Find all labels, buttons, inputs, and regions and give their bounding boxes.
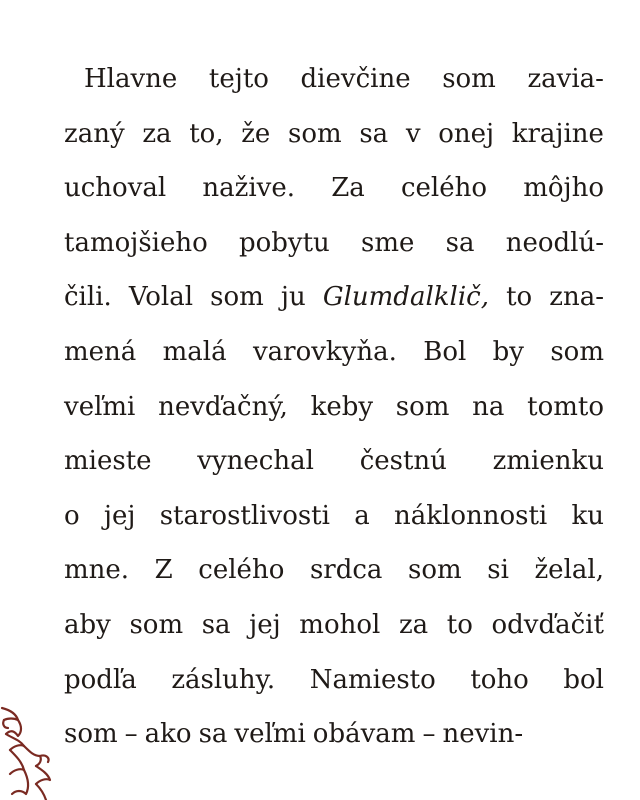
word: sme [361, 227, 415, 258]
word: tamojšieho [64, 227, 208, 258]
text-line [64, 434, 604, 489]
word: nažive. [202, 173, 296, 204]
word: krajine [511, 118, 604, 149]
word: celého [198, 555, 285, 586]
word: sa [359, 118, 389, 149]
word: vynechal [197, 446, 314, 477]
word: za [398, 609, 429, 640]
word: som [442, 64, 496, 94]
word: veľmi [64, 391, 136, 422]
word: sa [445, 227, 475, 258]
text-line [64, 325, 604, 380]
word: na [472, 391, 505, 422]
word: nevin- [442, 719, 524, 750]
word: toho [470, 664, 529, 695]
word: keby [310, 391, 374, 422]
word: pobytu [238, 227, 330, 258]
text-line [64, 107, 604, 162]
word: dievčine [300, 64, 411, 94]
word: odvďačiť [491, 609, 604, 640]
text-line [64, 598, 604, 653]
word: jej [249, 609, 281, 640]
word: to [446, 609, 473, 640]
word: Za [331, 173, 365, 204]
word: obávam [312, 719, 416, 750]
word: jej [103, 500, 136, 531]
text-line [64, 161, 604, 216]
word: Volal [128, 282, 194, 313]
text-line [64, 270, 604, 325]
word: veľmi [234, 719, 306, 750]
word: Namiesto [309, 664, 436, 695]
word: – [124, 719, 138, 750]
word: mne. [64, 555, 130, 586]
text-line [64, 52, 604, 107]
word: za [142, 118, 172, 149]
word: tejto [208, 64, 269, 94]
word: podľa [64, 664, 137, 695]
text-line [64, 543, 604, 598]
word: želal, [534, 555, 604, 586]
word: som [408, 555, 462, 586]
word: aby [64, 609, 111, 640]
text-line [64, 707, 604, 762]
word: srdca [309, 555, 383, 586]
word: to [506, 282, 533, 313]
flourish-ornament-icon [0, 700, 56, 800]
word: onej [438, 118, 495, 149]
word: uchoval [64, 173, 167, 204]
word: Hlavne [84, 64, 178, 94]
word: Bol [423, 336, 467, 367]
word: malá [162, 336, 227, 367]
word: varovkyňa. [252, 336, 397, 367]
word: že [241, 118, 271, 149]
word: zna- [549, 282, 604, 313]
word: sa [201, 609, 231, 640]
word: o [64, 500, 80, 531]
word: som [395, 391, 450, 422]
word: bol [563, 664, 604, 695]
word: by [492, 336, 524, 367]
word: som [129, 609, 184, 640]
word: zmienku [492, 446, 604, 477]
word: náklonnosti [394, 500, 548, 531]
word: som [550, 336, 604, 367]
word: mohol [299, 609, 381, 640]
word: zavia- [527, 64, 604, 94]
word: môjho [523, 173, 604, 204]
word: celého [400, 173, 488, 204]
word: zásluhy. [171, 664, 276, 695]
word: v [405, 118, 421, 149]
text-line [64, 653, 604, 708]
word: ako [144, 719, 192, 750]
word: zaný [64, 118, 125, 149]
paragraph-text [64, 52, 604, 762]
word: Z [154, 555, 173, 586]
word: sa [198, 719, 228, 750]
word: si [487, 555, 509, 586]
word: mieste [64, 446, 152, 477]
word: to, [189, 118, 224, 149]
word: neodlú- [505, 227, 604, 258]
word: starostlivosti [159, 500, 330, 531]
text-line [64, 216, 604, 271]
word: čili. [64, 282, 112, 313]
word: som [288, 118, 342, 149]
word: som [210, 282, 264, 313]
word: ju [280, 282, 306, 313]
text-line [64, 489, 604, 544]
word: a [354, 500, 370, 531]
word: čestnú [359, 446, 447, 477]
word: som [64, 719, 118, 750]
text-line [64, 380, 604, 435]
word: nevďačný, [158, 391, 288, 422]
word: mená [64, 336, 137, 367]
word: – [422, 719, 436, 750]
word: ku [571, 500, 604, 531]
italic-word: Glumdalklič, [322, 282, 489, 313]
word: tomto [527, 391, 604, 422]
